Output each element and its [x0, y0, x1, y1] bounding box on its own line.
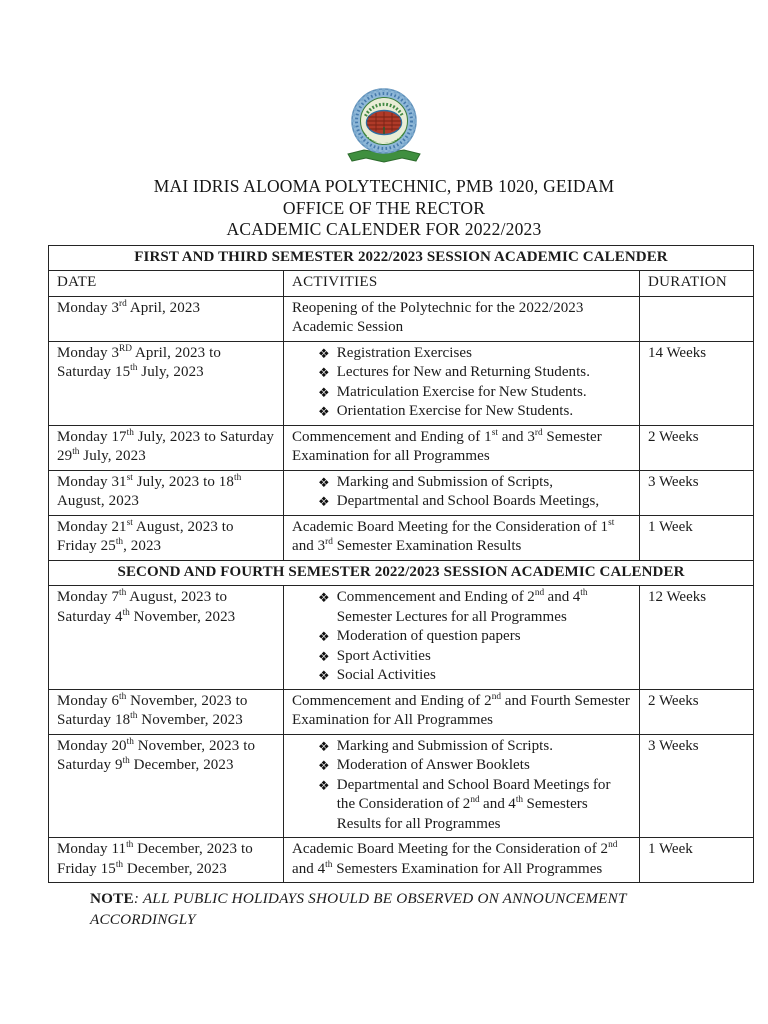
activities-cell	[284, 470, 640, 515]
activity-label: Moderation of Answer Booklets	[336, 757, 530, 773]
note-text: : ALL PUBLIC HOLIDAYS SHOULD BE OBSERVED ON ANNOUNCEMENT ACCORDINGLY	[90, 890, 627, 928]
date-cell: Monday 7th August, 2023 to Saturday 4th November, 2023	[49, 586, 284, 690]
date-cell: Monday 31st July, 2023 to 18th August, 2023	[49, 470, 284, 515]
activity-bullet-item	[292, 363, 631, 383]
activities-cell	[284, 689, 640, 734]
activity-label: Sport Activities	[336, 647, 431, 664]
section-header: SECOND AND FOURTH SEMESTER 2022/2023 SESSION ACADEMIC CALENDER	[49, 560, 754, 586]
table-row	[49, 341, 754, 425]
diamond-bullet-icon: ❖	[318, 777, 330, 793]
activity-label: Lectures for New and Returning Students.	[336, 364, 590, 380]
activity-bullet-item	[292, 776, 631, 835]
polytechnic-crest-icon	[334, 87, 434, 169]
institution-name: MAI IDRIS ALOOMA POLYTECHNIC, PMB 1020, GEIDAM	[153, 176, 615, 196]
section-header-row	[49, 560, 754, 586]
academic-calendar-table	[48, 245, 754, 884]
date-cell: Monday 21st August, 2023 to Friday 25th, 2023	[49, 515, 284, 560]
duration-cell: 12 Weeks	[640, 586, 754, 690]
activities-cell	[284, 425, 640, 470]
diamond-bullet-icon: ❖	[318, 345, 330, 361]
table-row	[49, 470, 754, 515]
activity-label: Departmental and School Boards Meetings,	[336, 493, 600, 509]
activity-text: Commencement and Ending of 1st and 3rd Semester Examination for all Programmes	[292, 427, 602, 464]
calendar-title: ACADEMIC CALENDER FOR 2022/2023	[226, 219, 542, 239]
table-row	[49, 586, 754, 690]
activity-label: Matriculation Exercise for New Students.	[336, 383, 587, 400]
diamond-bullet-icon: ❖	[318, 629, 330, 644]
duration-cell: 14 Weeks	[640, 341, 754, 425]
activity-bullet-item	[292, 737, 631, 757]
table-row	[49, 296, 754, 341]
diamond-bullet-icon: ❖	[318, 384, 330, 400]
activity-label: Moderation of question papers	[336, 628, 521, 644]
activity-text: Academic Board Meeting for the Consideration of 2nd and 4th Semesters Examination for All Programmes	[292, 840, 618, 877]
duration-cell: 2 Weeks	[640, 689, 754, 734]
table-row	[49, 734, 754, 838]
duration-cell: 2 Weeks	[640, 425, 754, 470]
activity-bullet-item	[292, 402, 631, 422]
activity-label: Registration Exercises	[336, 344, 472, 361]
diamond-bullet-icon: ❖	[318, 668, 330, 683]
date-cell: Monday 6th November, 2023 to Saturday 18th November, 2023	[49, 689, 284, 734]
activity-bullet-item	[292, 666, 631, 686]
duration-cell	[640, 296, 754, 341]
diamond-bullet-icon: ❖	[318, 590, 330, 605]
column-header-row	[49, 271, 754, 297]
date-cell: Monday 3RD April, 2023 to Saturday 15th July, 2023	[49, 341, 284, 425]
document-header	[0, 176, 768, 241]
activities-cell	[284, 586, 640, 690]
diamond-bullet-icon: ❖	[318, 404, 330, 419]
activity-text: Academic Board Meeting for the Consideration of 1st and 3rd Semester Examination Results	[292, 517, 615, 554]
activity-label: Social Activities	[336, 667, 436, 683]
section-header-row	[49, 245, 754, 271]
activity-bullet-item	[292, 647, 631, 667]
activity-bullet-item	[292, 473, 631, 493]
duration-cell: 3 Weeks	[640, 470, 754, 515]
activities-cell	[284, 341, 640, 425]
diamond-bullet-icon: ❖	[318, 474, 330, 490]
activity-bullet-item	[292, 344, 631, 364]
date-cell: Monday 20th November, 2023 to Saturday 9th December, 2023	[49, 734, 284, 838]
activity-text: Reopening of the Polytechnic for the 2022/2023 Academic Session	[292, 299, 584, 335]
office-title: OFFICE OF THE RECTOR	[282, 197, 486, 218]
diamond-bullet-icon: ❖	[318, 365, 330, 380]
diamond-bullet-icon: ❖	[318, 494, 330, 509]
activity-bullet-item	[292, 756, 631, 776]
activity-label: Commencement and Ending of 2nd and 4th Semester Lectures for all Programmes	[336, 588, 588, 625]
table-row	[49, 689, 754, 734]
diamond-bullet-icon: ❖	[318, 648, 330, 664]
duration-cell: 1 Week	[640, 838, 754, 883]
logo-container	[334, 0, 434, 174]
table-row	[49, 425, 754, 470]
table-row	[49, 838, 754, 883]
note-label: NOTE	[90, 890, 134, 907]
column-header-date: DATE	[49, 271, 284, 297]
diamond-bullet-icon: ❖	[318, 758, 330, 773]
date-cell: Monday 17th July, 2023 to Saturday 29th July, 2023	[49, 425, 284, 470]
diamond-bullet-icon: ❖	[318, 738, 330, 754]
activities-cell	[284, 734, 640, 838]
activity-label: Marking and Submission of Scripts.	[336, 737, 554, 754]
activities-cell	[284, 838, 640, 883]
activity-label: Marking and Submission of Scripts,	[336, 473, 554, 490]
activity-bullet-item	[292, 588, 631, 627]
activity-label: Orientation Exercise for New Students.	[336, 403, 574, 419]
activity-bullet-item	[292, 627, 631, 647]
column-header-duration: DURATION	[640, 271, 754, 297]
activity-bullet-item	[292, 383, 631, 403]
column-header-activities: ACTIVITIES	[284, 271, 640, 297]
duration-cell: 1 Week	[640, 515, 754, 560]
activity-label: Departmental and School Board Meetings for the Consideration of 2nd and 4th Semesters Results for all Programmes	[336, 776, 611, 832]
section-header: FIRST AND THIRD SEMESTER 2022/2023 SESSION ACADEMIC CALENDER	[49, 245, 754, 271]
activities-cell	[284, 296, 640, 341]
activity-bullet-item	[292, 492, 631, 512]
date-cell: Monday 3rd April, 2023	[49, 296, 284, 341]
date-cell: Monday 11th December, 2023 to Friday 15th December, 2023	[49, 838, 284, 883]
duration-cell: 3 Weeks	[640, 734, 754, 838]
activity-text: Commencement and Ending of 2nd and Fourth Semester Examination for All Programmes	[292, 691, 630, 728]
activities-cell	[284, 515, 640, 560]
footer-note	[90, 888, 630, 930]
table-row	[49, 515, 754, 560]
